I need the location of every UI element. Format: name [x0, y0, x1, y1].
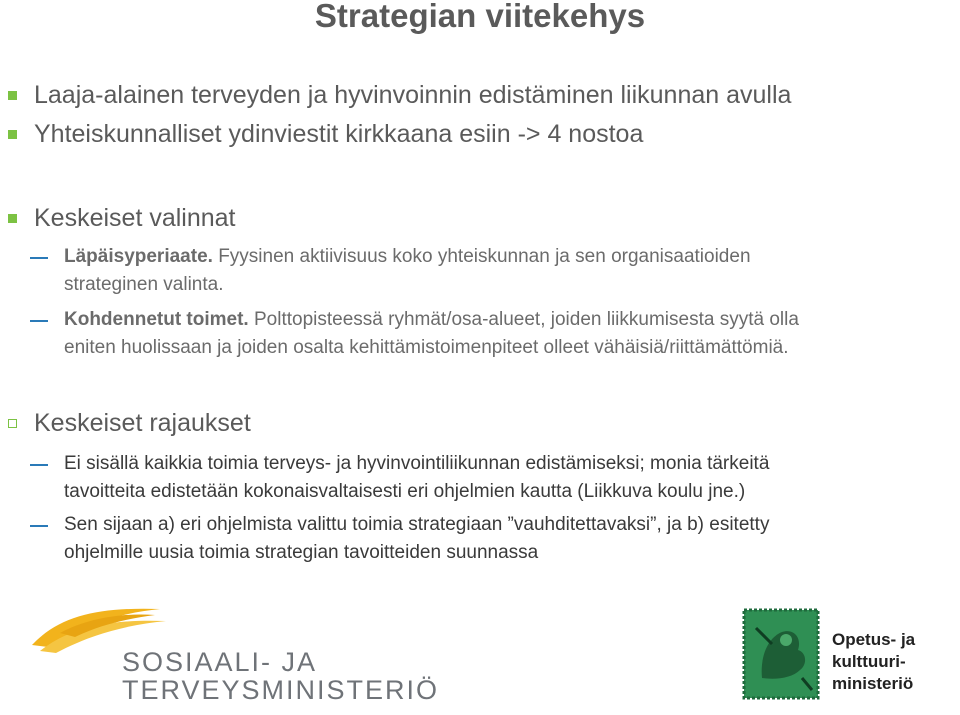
dash-bullet-icon: [30, 464, 48, 466]
dash-bullet-icon: [30, 257, 48, 259]
dash-bullet-icon: [30, 320, 48, 322]
sub-lead: Läpäisyperiaate.: [64, 246, 213, 267]
square-bullet-icon: [8, 130, 17, 139]
okm-name-line: ministeriö: [832, 674, 914, 693]
stm-name-line: TERVEYSMINISTERIÖ: [122, 675, 440, 705]
square-bullet-icon: [8, 214, 17, 223]
okm-name-line: Opetus- ja: [832, 630, 916, 649]
sub-line: strateginen valinta.: [64, 274, 224, 295]
sub-line: Sen sijaan a) eri ohjelmista valittu toimia strategiaan ”vauhditettavaksi”, ja b) esitetty: [64, 514, 770, 535]
sub-line: ohjelmille uusia toimia strategian tavoitteiden suunnassa: [64, 542, 539, 563]
stm-logo: [30, 605, 440, 705]
sub-line: eniten huolissaan ja joiden osalta kehittämistoimenpiteet olleet vähäisiä/riittämättömiä.: [64, 337, 789, 358]
okm-logo: [742, 608, 952, 708]
sub-lead: Kohdennetut toimet.: [64, 309, 249, 330]
square-bullet-icon: [8, 91, 17, 100]
bullet-text: Laaja-alainen terveyden ja hyvinvoinnin edistäminen liikunnan avulla: [34, 81, 792, 109]
dash-bullet-icon: [30, 525, 48, 527]
stm-name-line: SOSIAALI- JA: [122, 647, 318, 677]
sub-line: tavoitteita edistetään kokonaisvaltaisesti eri ohjelmien kautta (Liikkuva koulu jne.): [64, 481, 746, 502]
sub-line: Fyysinen aktiivisuus koko yhteiskunnan ja sen organisaatioiden: [212, 246, 751, 267]
bullet-text: Yhteiskunnalliset ydinviestit kirkkaana esiin -> 4 nostoa: [34, 120, 644, 148]
sub-line: Ei sisällä kaikkia toimia terveys- ja hyvinvointiliikunnan edistämiseksi; monia tärkeitä: [64, 453, 770, 474]
square-bullet-icon: [8, 419, 17, 428]
page-title: Strategian viitekehys: [314, 0, 646, 34]
okm-lion-seal-icon: [742, 608, 820, 700]
sub-line: Polttopisteessä ryhmät/osa-alueet, joiden liikkumisesta syytä olla: [248, 309, 799, 330]
bullet-text: Keskeiset valinnat: [34, 204, 236, 232]
bullet-text: Keskeiset rajaukset: [34, 409, 251, 437]
okm-name-line: kulttuuri-: [832, 652, 906, 671]
